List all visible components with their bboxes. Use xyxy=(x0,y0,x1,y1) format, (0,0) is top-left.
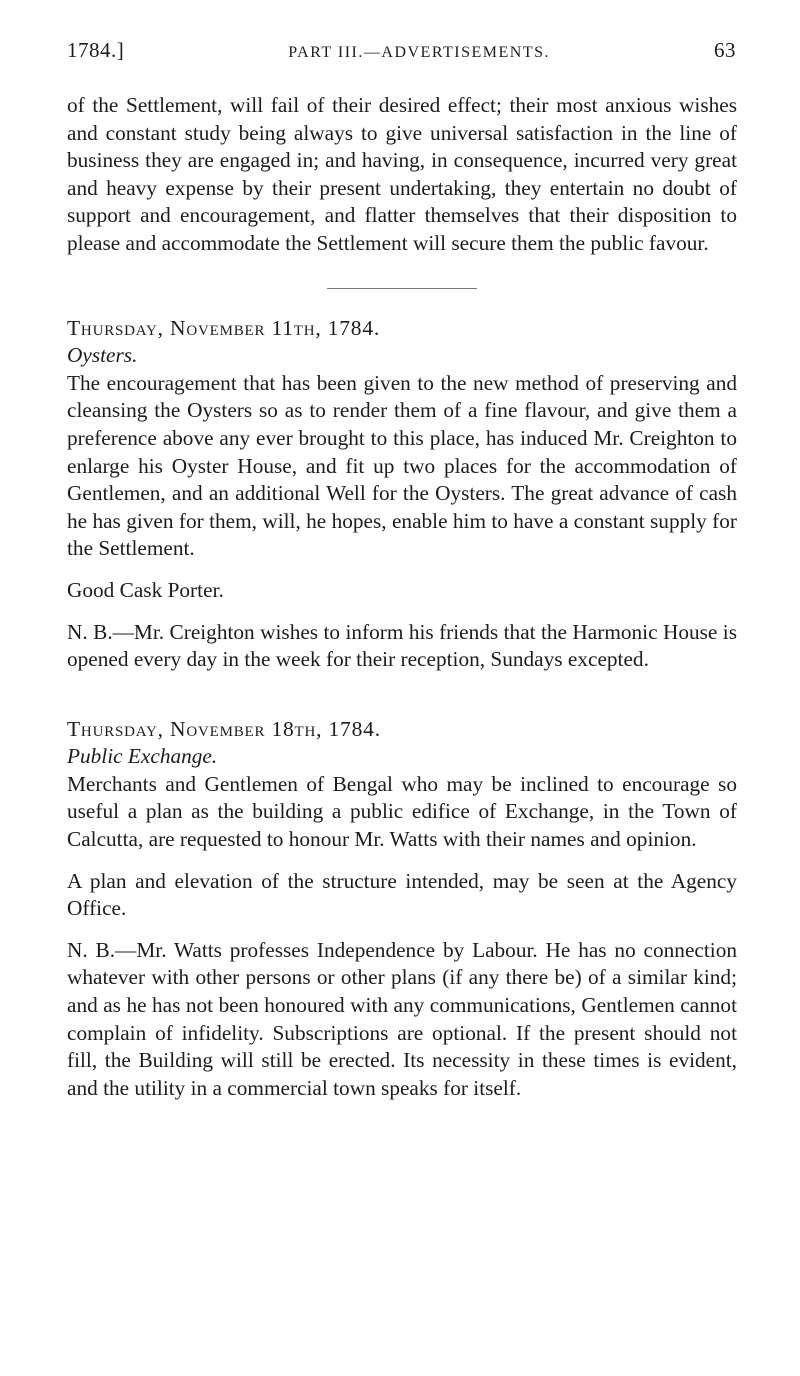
header-section: PART III.—ADVERTISEMENTS. xyxy=(288,44,551,61)
ad-note: N. B.—Mr. Watts professes Independence by Labour. He has no connection whatever with other persons or other plans (if any there be) of a similar kind; and as he has not been honoured with any communications, Gentlemen cannot complain of infidelity. Subscriptions are optional. If the present should not fill, the Building will still be erected. Its necessity in these times is evident, and the utility in a commercial town speaks for itself. xyxy=(67,937,737,1100)
ad-paragraph: A plan and elevation of the structure intended, may be seen at the Agency Office. xyxy=(67,868,737,921)
header-year: 1784.] xyxy=(67,38,125,62)
running-header xyxy=(67,38,736,63)
ad-paragraph: Good Cask Porter. xyxy=(67,577,224,602)
ad-paragraph: Merchants and Gentlemen of Bengal who may be inclined to encourage so useful a plan as the building a public edifice of Exchange, in the Town of Calcutta, are requested to honour Mr. Watts with their names and opinion. xyxy=(67,771,737,852)
ad-paragraph: The encouragement that has been given to the new method of preserving and cleansing the Oysters so as to render them of a fine flavour, and give them a preference above any ever brought to this place, has induced Mr. Creighton to enlarge his Oyster House, and fit up two places for the accommodation of Gentlemen, and an additional Well for the Oysters. The great advance of cash he has given for them, will, he hopes, enable him to have a constant supply for the Settlement. xyxy=(67,370,737,561)
advertisement-oysters xyxy=(67,315,737,674)
ad-date: Thursday, November 18th, 1784. xyxy=(67,716,381,741)
spacer xyxy=(67,688,737,716)
ad-date: Thursday, November 11th, 1784. xyxy=(67,315,381,340)
ad-note: N. B.—Mr. Creighton wishes to inform his friends that the Harmonic House is opened every day in the week for their reception, Sundays excepted. xyxy=(67,619,737,672)
page-number: 63 xyxy=(714,38,736,62)
section-divider xyxy=(327,288,477,289)
ad-title: Oysters. xyxy=(67,343,138,368)
advertisement-public-exchange xyxy=(67,716,737,1103)
ad-title: Public Exchange. xyxy=(67,744,218,769)
opening-paragraph: of the Settlement, will fail of their desired effect; their most anxious wishes and constant study being always to give universal satisfaction in the line of business they are engaged in; and having, in consequence, incurred very great and heavy expense by their present undertaking, they entertain no doubt of support and encouragement, and flatter themselves that their disposition to please and accommodate the Settlement will secure them the public favour. xyxy=(67,93,737,255)
page-body xyxy=(67,92,737,1116)
